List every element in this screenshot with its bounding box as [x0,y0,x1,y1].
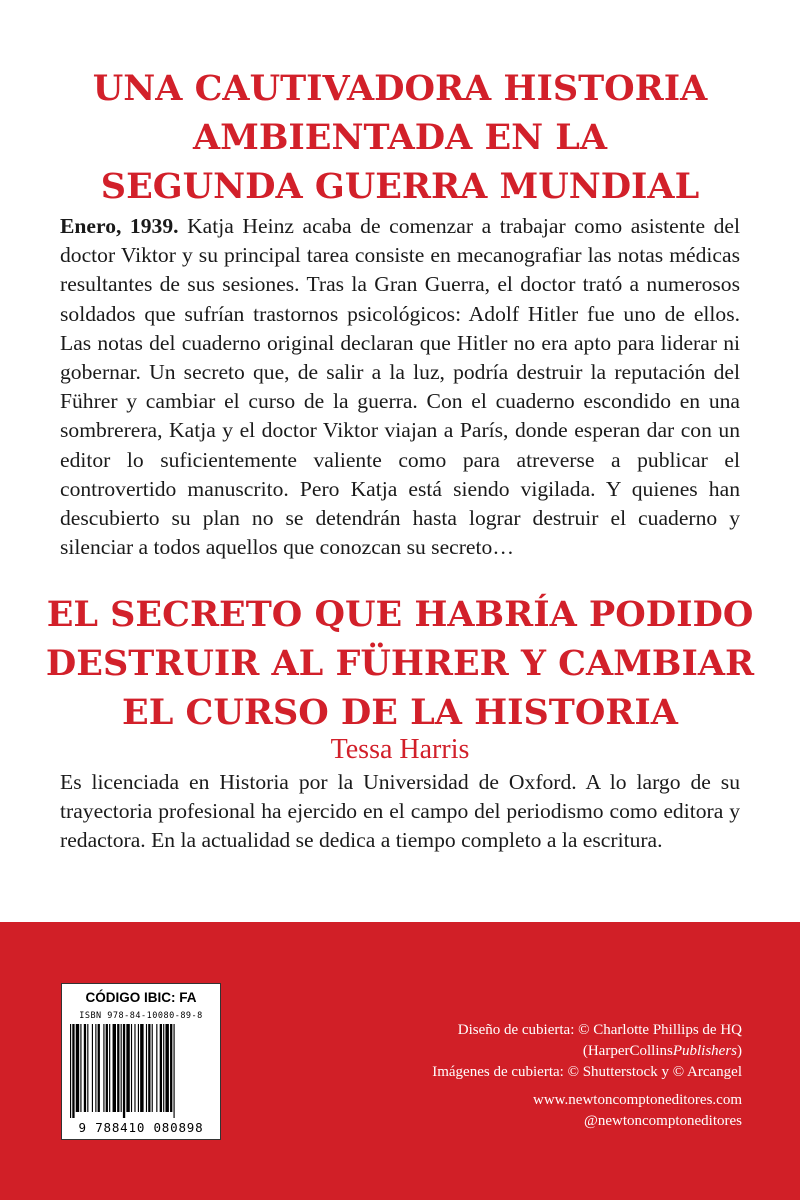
barcode-bar [156,1024,157,1112]
synopsis-text: Katja Heinz acaba de comenzar a trabajar como asistente del doctor Viktor y su principal tarea consiste en mecanografiar las notas médicas resultantes de sus sesiones. Tras la Gran Guerra, el doctor trató a numerosos soldados que sufrían trastornos psicológicos: Adolf Hitler fue uno de ellos. Las notas del cuaderno original declaran que Hitler no era apto para liderar ni gobernar. Un secreto que, de salir a la luz, podría destruir la reputación del Führer y cambiar el curso de la guerra. Con el cuaderno escondido en una sombrerera, Katja y el doctor Viktor viajan a París, donde esperan dar con un editor lo suficientemente valiente como para atreverse a publicar el controvertido manuscrito. Pero Katja está siendo vigilada. Y quienes han descubierto su plan no se detendrán hasta lograr destruir el cuaderno y silenciar a todos aquellos que conozcan su secreto… [60,214,741,560]
barcode-bar [165,1024,168,1112]
ibic-code-label: CÓDIGO IBIC: FA [85,990,197,1005]
barcode-bar [72,1024,74,1118]
barcode-bar [98,1024,100,1112]
barcode-bar [163,1024,164,1112]
isbn-label: ISBN 978-84-10080-89-8 [79,1011,203,1021]
publisher-website[interactable]: www.newtoncomptoneditores.com [533,1092,742,1108]
headline-top-line: UNA CAUTIVADORA HISTORIA [92,68,708,109]
barcode-bar [140,1024,143,1112]
barcode-bar [131,1024,132,1112]
cover-design-credit: Diseño de cubierta: © Charlotte Phillips de HQ [457,1022,742,1038]
barcode-bar [87,1024,88,1112]
barcode-bar [148,1024,150,1112]
headline-middle [0,590,800,737]
barcode-bar [80,1024,81,1112]
barcode-bar [170,1024,172,1112]
publisher-social-handle[interactable]: @newtoncomptoneditores [584,1113,742,1129]
barcode-bar [117,1024,119,1112]
barcode-bar [126,1024,129,1112]
barcode-bar [160,1024,162,1112]
footer-band [0,922,800,1200]
author-bio: Es licenciada en Historia por la Universidad de Oxford. A lo largo de su trayectoria profesional ha ejercido en el campo del periodismo como editora y redactora. En la actualidad se dedica a tiempo completo a la escritura. [60,770,740,853]
barcode-image [70,1024,214,1118]
barcode-bar [174,1024,175,1118]
cover-design-publisher: (HarperCollinsPublishers) [582,1043,742,1059]
cover-images-credit: Imágenes de cubierta: © Shutterstock y © Arcangel [432,1064,742,1080]
barcode-bar [84,1024,86,1112]
headline-middle-line: EL SECRETO QUE HABRÍA PODIDO [46,594,754,635]
barcode-bar [103,1024,104,1112]
barcode-bar [123,1024,125,1118]
headline-top [0,64,800,211]
headline-top-line: AMBIENTADA EN LA [192,117,608,158]
barcode-box [61,983,221,1140]
headline-middle-line: EL CURSO DE LA HISTORIA [122,692,678,733]
barcode-bar [113,1024,116,1112]
synopsis-paragraph [60,212,740,562]
barcode-bar [121,1024,122,1112]
barcode-bar [92,1024,93,1112]
barcode-bar [109,1024,110,1112]
credits-block [432,1020,742,1132]
barcode-bar [106,1024,108,1112]
barcode-bar [76,1024,79,1112]
barcode-bar [138,1024,139,1112]
barcode-bar [134,1024,135,1112]
barcode-bar [95,1024,96,1112]
author-name: Tessa Harris [330,734,470,765]
headline-middle-line: DESTRUIR AL FÜHRER Y CAMBIAR [45,643,755,684]
ean-digits: 9 788410 080898 [78,1120,204,1135]
synopsis-date-lead: Enero, 1939. [60,214,179,238]
barcode-bar [146,1024,147,1112]
barcode-bar [152,1024,153,1112]
barcode-bar [70,1024,71,1118]
headline-top-line: SEGUNDA GUERRA MUNDIAL [100,166,700,207]
